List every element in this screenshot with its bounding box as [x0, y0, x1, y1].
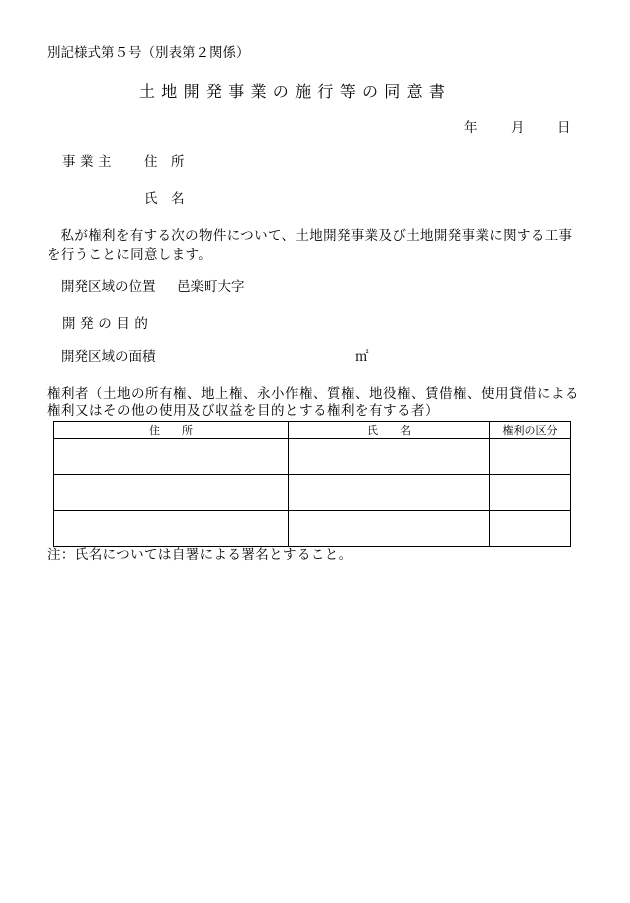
name-cell[interactable]	[289, 475, 490, 511]
right-type-cell[interactable]	[490, 475, 571, 511]
address-cell[interactable]	[54, 511, 289, 547]
date-day-label: 日	[557, 120, 571, 136]
table-row	[54, 475, 571, 511]
column-header-right-type: 権利の区分	[490, 422, 571, 439]
address-label: 住 所	[144, 154, 185, 170]
right-type-cell[interactable]	[490, 511, 571, 547]
date-month-label: 月	[511, 120, 525, 136]
address-cell[interactable]	[54, 439, 289, 475]
business-owner-label: 事業主	[62, 154, 116, 170]
name-cell[interactable]	[289, 439, 490, 475]
area-unit: ㎡	[355, 349, 369, 365]
development-location-value: 邑楽町大字	[177, 279, 245, 295]
rights-holders-table	[53, 421, 571, 547]
document-title: 土地開発事業の施行等の同意書	[139, 82, 452, 101]
table-header-row	[54, 422, 571, 439]
address-cell[interactable]	[54, 475, 289, 511]
rights-holders-heading: 権利者（土地の所有権、地上権、永小作権、質権、地役権、賃借権、使用貸借による権利又はその他の使用及び収益を目的とする権利を有する者）	[47, 386, 579, 419]
column-header-address: 住 所	[54, 422, 289, 439]
signature-note: 注：氏名については自署による署名とすること。	[47, 547, 353, 563]
date-year-label: 年	[464, 120, 478, 136]
column-header-name: 氏 名	[289, 422, 490, 439]
development-area-label: 開発区域の面積	[61, 349, 156, 365]
right-type-cell[interactable]	[490, 439, 571, 475]
table-row	[54, 439, 571, 475]
consent-statement: 私が権利を有する次の物件について、土地開発事業及び土地開発事業に関する工事を行うことに同意します。	[47, 228, 573, 263]
form-number: 別記様式第５号（別表第２関係）	[47, 45, 250, 61]
table-row	[54, 511, 571, 547]
name-label: 氏 名	[144, 191, 185, 207]
development-purpose-label: 開発の目的	[62, 316, 153, 332]
development-location-label: 開発区域の位置	[61, 279, 156, 295]
name-cell[interactable]	[289, 511, 490, 547]
